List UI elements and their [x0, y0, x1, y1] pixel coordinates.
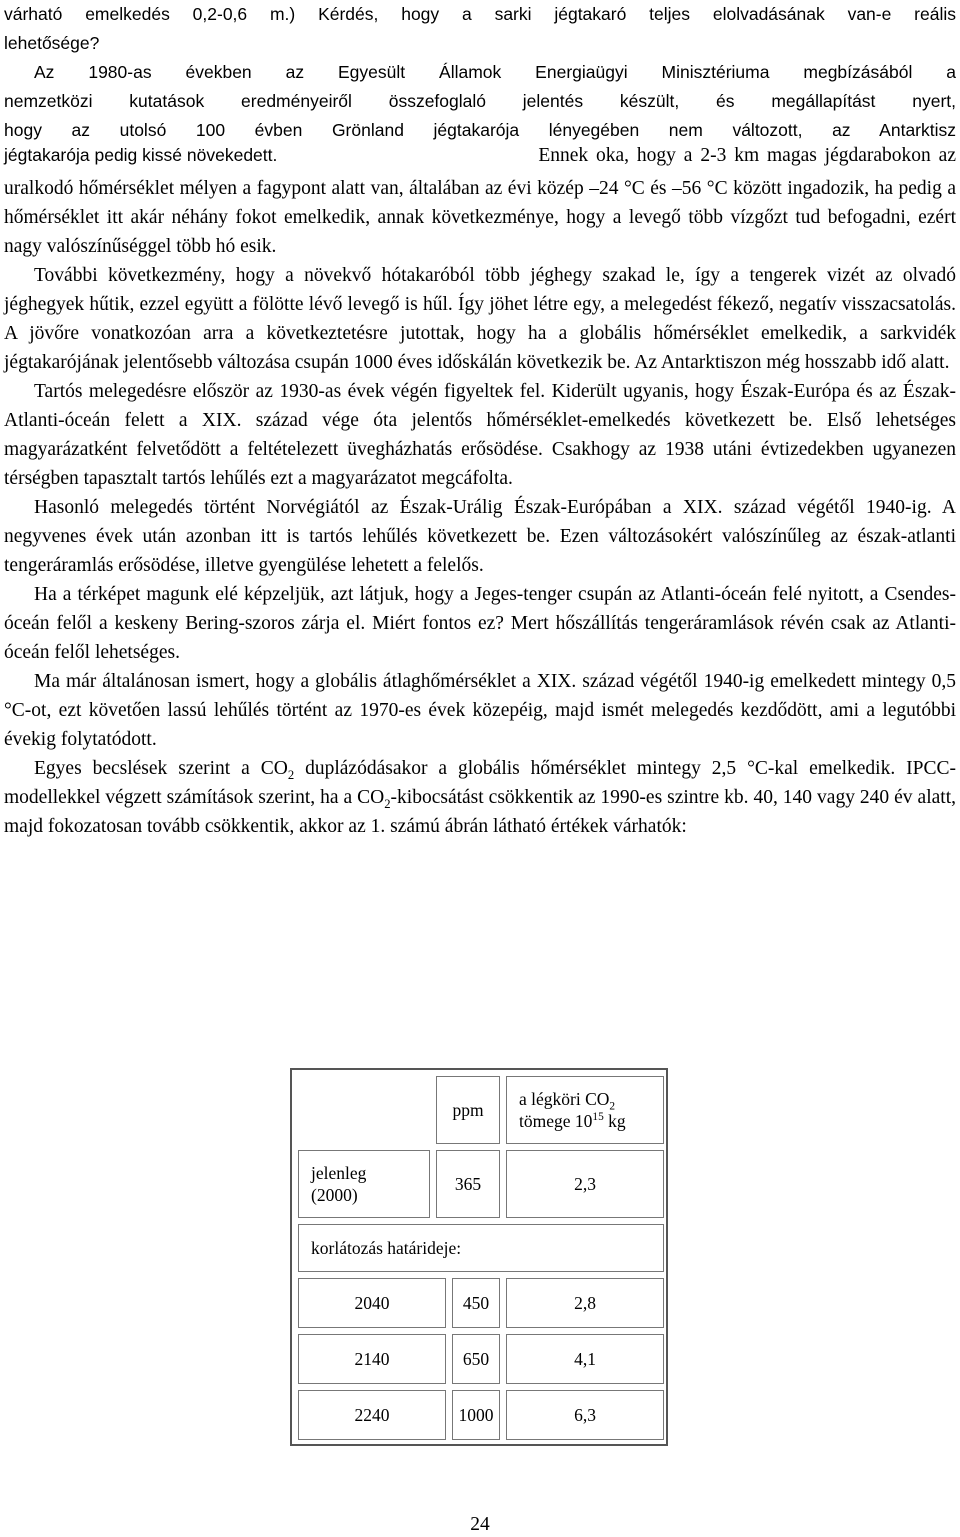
text-run: Egyes becslések szerint a CO [34, 758, 288, 779]
text-run: duplázódásakor a globális hőmérséklet mintegy 2,5 °C-kal emelkedik. IPCC-modellekkel végzett számítások szerint, ha a CO [4, 758, 957, 808]
paragraph: Hasonló melegedés történt Norvégiától az Észak-Urálig Észak-Európában a XIX. század végétől 1940-ig. A negyvenes évek után azonban itt is tartós lehűlés következett be. Ezen változásokért valószínűleg az észak-atlanti tengeráramlás erősödése, illetve gyengülése lehetett a felelős. [4, 497, 956, 576]
cell-value: 6,3 [574, 1405, 596, 1425]
paragraph: Ma már általánosan ismert, hogy a globális átlaghőmérséklet a XIX. század végétől 1940-ig emelkedett mintegy 0,5 °C-ot, ezt követően lassú lehűlés történt az 1970-es évek közepéig, majd ismét melegedés kezdődött, ami a legutóbbi évekig folytatódott. [4, 671, 956, 750]
text-run: a légköri CO [519, 1089, 610, 1109]
cell-value: 2,8 [574, 1293, 596, 1313]
paragraph-co2 [4, 754, 956, 841]
paragraph: További következmény, hogy a növekvő hótakaróból több jéghegy szakad le, így a tengerek vizét az olvadó jéghegyek hűtik, ezzel együtt a fölötte lévő levegő is hűl. Így jöhet létre egy, a melegedést fékező, negatív visszacsatolás. A jövőre vonatkozóan arra a következtetésre jutottak, hogy ha a globális hőmérséklet emelkedik, a sarkvidék jégtakarójának jelentősebb változása csupán 1000 éves időskálán következik be. Az Antarktiszon még hosszabb idő alatt. [4, 265, 956, 373]
limit-label-row [298, 1224, 664, 1272]
cell-value: 2240 [354, 1405, 390, 1425]
row-ppm [452, 1278, 500, 1328]
body-serif-text [4, 174, 956, 841]
text-run: kg [603, 1111, 626, 1131]
paragraph: Tartós melegedésre először az 1930-as évek végén figyeltek fel. Kiderült ugyanis, hogy Észak-Európa és az Észak-Atlanti-óceán felett a XIX. század vége óta jelentős hőmérséklet-emelkedés következett be. Első lehetséges magyarázatként felvetődött a feltételezett üvegházhatás erősödése. Csakhogy az 1938 utáni évtizedekben ugyanezen térségben tapasztalt tartós lehűlés ezt a magyarázatot megcáfolta. [4, 381, 956, 489]
header-ppm-label: ppm [452, 1100, 484, 1120]
co2-table [290, 1068, 668, 1446]
cell-value: 2,3 [574, 1174, 596, 1194]
line: hogy az utolsó 100 évben Grönland jégtakarója lényegében nem változott, az Antarktisz [4, 120, 956, 140]
cell-value: 650 [462, 1349, 490, 1369]
cell-value: 2040 [354, 1293, 390, 1313]
line-sans-part: jégtakarója pedig kissé növekedett. [4, 145, 278, 165]
superscript: 15 [592, 1111, 604, 1124]
line: várható emelkedés 0,2-0,6 m.) Kérdés, hogy a sarki jégtakaró teljes elolvadásának van-e reális [4, 4, 956, 24]
subscript: 2 [384, 796, 391, 811]
header-mass [506, 1076, 664, 1144]
cell-value: korlátozás határideje: [311, 1238, 462, 1258]
intro-sans-text [4, 0, 956, 145]
row-current-mass [506, 1150, 664, 1218]
cell-value: 450 [462, 1293, 490, 1313]
page-number: 24 [470, 1514, 490, 1535]
cell-value: 2140 [354, 1349, 390, 1369]
row-current-ppm [436, 1150, 500, 1218]
header-ppm [436, 1076, 500, 1144]
paragraph: uralkodó hőmérséklet mélyen a fagypont alatt van, általában az évi közép –24 °C és –56 °C között ingadozik, ha pedig a hőmérséklet itt akár néhány fokot emelkedik, annak következménye, hogy a levegő több vízgőzt tud befogadni, ezért nagy valószínűséggel több hó esik. [4, 178, 956, 257]
line: nemzetközi kutatások eredményeiről összefoglaló jelentés készült, és megállapítást nyert, [4, 91, 956, 111]
row-ppm [452, 1334, 500, 1384]
cell-value: 1000 [458, 1405, 494, 1425]
paragraph: Ha a térképet magunk elé képzeljük, azt látjuk, hogy a Jeges-tenger csupán az Atlanti-óceán felé nyitott, a Csendes-óceán felől a keskeny Bering-szoros zárja el. Miért fontos ez? Mert hőszállítás tengeráramlások révén csak az Atlanti-óceán felől lehetséges. [4, 584, 956, 663]
text-run: -kibocsátást csökkentik az 1990-es szintre kb. 40, 140 vagy 240 év alatt, majd fokozatosan tovább csökkentik, akkor az 1. számú ábrán látható értékek várhatók: [4, 787, 956, 837]
header-mass-label [519, 1088, 626, 1132]
mixed-line [4, 145, 956, 174]
row-mass [506, 1278, 664, 1328]
row-ppm [452, 1390, 500, 1440]
subscript: 2 [609, 1100, 616, 1113]
cell-value: 4,1 [574, 1349, 596, 1369]
cell-value: 365 [454, 1174, 482, 1194]
row-year [298, 1278, 446, 1328]
row-mass [506, 1390, 664, 1440]
line: Az 1980-as években az Egyesült Államok Energiaügyi Minisztériuma megbízásából a [34, 62, 956, 82]
line: lehetősége? [4, 33, 100, 53]
text-run: jelenleg [311, 1163, 367, 1183]
text-run: (2000) [311, 1185, 358, 1205]
row-year [298, 1334, 446, 1384]
row-current-label [298, 1150, 430, 1218]
text-run: tömege 10 [519, 1111, 593, 1131]
row-mass [506, 1334, 664, 1384]
row-year [298, 1390, 446, 1440]
line-serif-part: Ennek oka, hogy a 2-3 km magas jégdarabokon az [538, 145, 956, 166]
subscript: 2 [287, 767, 295, 782]
